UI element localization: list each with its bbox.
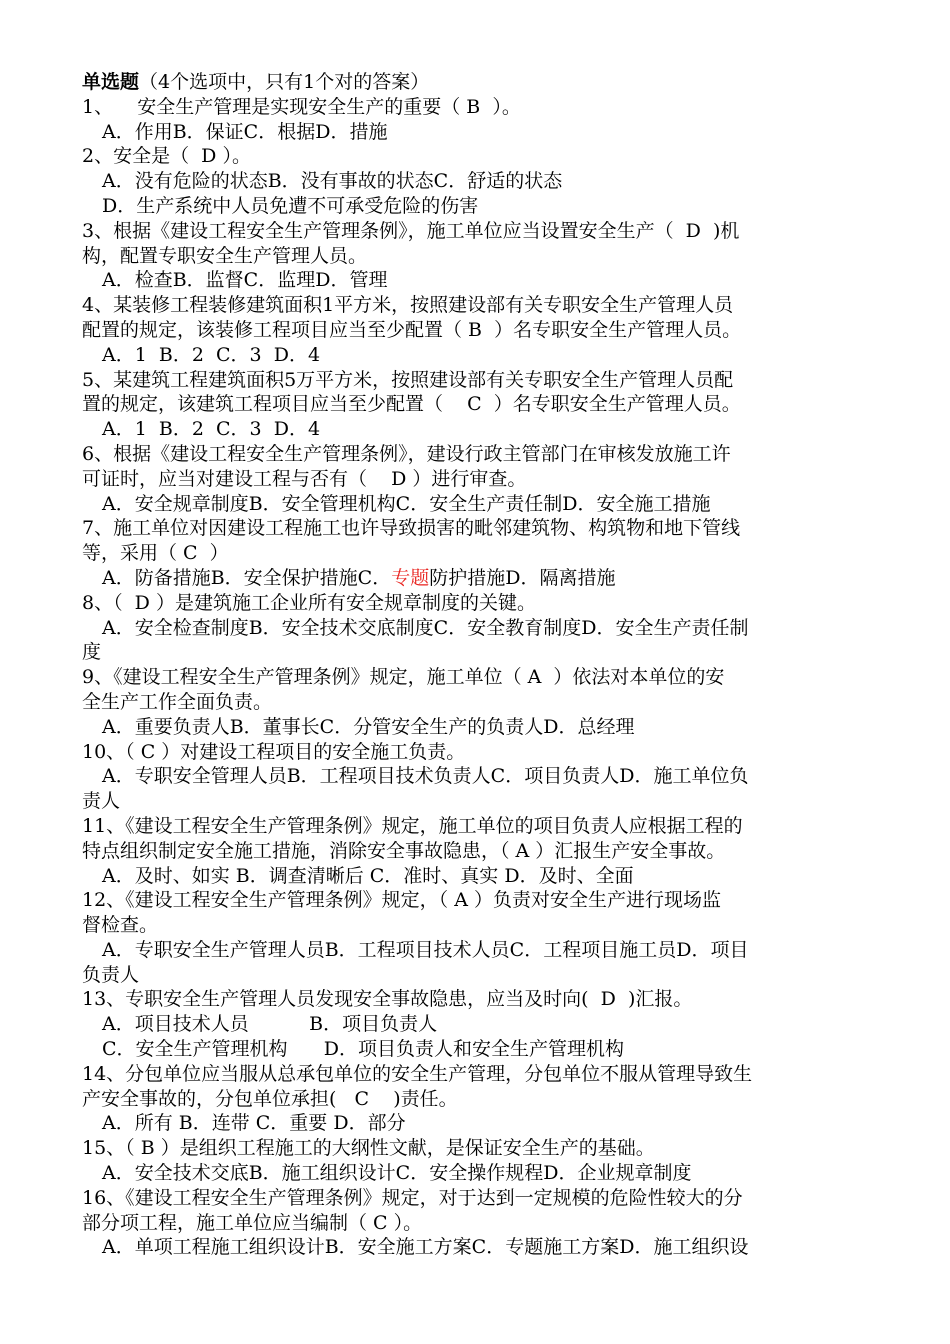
question-line: 3、根据《建设工程安全生产管理条例》，施工单位应当设置安全生产（ D )机: [82, 219, 740, 242]
question-line: 构，配置专职安全生产管理人员。: [82, 244, 368, 267]
question-line: 可证时，应当对建设工程与否有（ D ）进行审查。: [82, 467, 527, 490]
question-line: 4、某装修工程装修建筑面积1平方米，按照建设部有关专职安全生产管理人员: [82, 294, 734, 317]
question-line: 8、（ D ）是建筑施工企业所有安全规章制度的关键。: [82, 591, 536, 614]
option-line: A．检查B．监督C．监理D．管理: [102, 269, 388, 292]
question-line: 度: [82, 641, 102, 664]
option-line: C．安全生产管理机构 D．项目负责人和安全生产管理机构: [102, 1038, 625, 1061]
option-line: A．没有危险的状态B．没有事故的状态C．舒适的状态: [102, 170, 563, 193]
option-line: A．作用B．保证C．根据D．措施: [102, 120, 388, 143]
option-text: A．防备措施B．安全保护措施C．: [102, 566, 392, 589]
document-page: [82, 70, 872, 1260]
question-line: 5、某建筑工程建筑面积5万平方米，按照建设部有关专职安全生产管理人员配: [82, 368, 734, 391]
heading-note: （4个选项中，只有1个对的答案）: [139, 71, 430, 93]
option-line: A．项目技术人员 B．项目负责人: [102, 1013, 438, 1036]
question-line: 11、《建设工程安全生产管理条例》规定，施工单位的项目负责人应根据工程的: [82, 814, 743, 837]
option-line: A．1 B．2 C．3 D．4: [102, 418, 321, 441]
option-line: A．专职安全生产管理人员B．工程项目技术人员C．工程项目施工员D．项目: [102, 938, 749, 961]
question-line: 13、专职安全生产管理人员发现安全事故隐患，应当及时向( D )汇报。: [82, 988, 693, 1011]
question-line: 2、安全是（ D ）。: [82, 145, 251, 168]
question-line: 责人: [82, 790, 121, 813]
option-text: 防护措施D．隔离措施: [429, 566, 616, 589]
highlighted-text: 专题: [391, 566, 430, 589]
question-line: 产安全事故的，分包单位承担( C )责任。: [82, 1087, 458, 1110]
question-line: 全生产工作全面负责。: [82, 690, 273, 713]
question-line: 12、《建设工程安全生产管理条例》规定，（ A ）负责对安全生产进行现场监: [82, 889, 721, 912]
question-line: 特点组织制定安全施工措施，消除安全事故隐患，（ A ）汇报生产安全事故。: [82, 839, 726, 862]
option-line: A．专职安全管理人员B．工程项目技术负责人C．项目负责人D．施工单位负: [102, 765, 749, 788]
question-line: 部分项工程，施工单位应当编制（ C ）。: [82, 1211, 423, 1234]
option-line: A．安全规章制度B．安全管理机构C．安全生产责任制D．安全施工措施: [102, 492, 711, 515]
option-line: A．及时、如实 B．调查清晰后 C．准时、真实 D．及时、全面: [102, 864, 634, 887]
question-line: 6、根据《建设工程安全生产管理条例》，建设行政主管部门在审核发放施工许: [82, 442, 731, 465]
question-line: 10、（ C ）对建设工程项目的安全施工负责。: [82, 740, 466, 763]
question-line: 15、（ B ）是组织工程施工的大纲性文献，是保证安全生产的基础。: [82, 1137, 655, 1160]
option-line: A．安全检查制度B．安全技术交底制度C．安全教育制度D．安全生产责任制: [102, 616, 749, 639]
question-line: 督检查。: [82, 914, 159, 937]
question-line: 负责人: [82, 963, 140, 986]
question-line: 9、《建设工程安全生产管理条例》规定，施工单位（ A ）依法对本单位的安: [82, 666, 725, 689]
question-line: 7、施工单位对因建设工程施工也许导致损害的毗邻建筑物、构筑物和地下管线: [82, 517, 741, 540]
heading-label: 单选题: [82, 71, 140, 93]
question-line: 1、 安全生产管理是实现安全生产的重要（ B ）。: [82, 95, 521, 118]
option-line: [82, 566, 872, 591]
question-line: 配置的规定，该装修工程项目应当至少配置（ B ）名专职安全生产管理人员。: [82, 318, 742, 341]
question-line: 置的规定，该建筑工程项目应当至少配置（ C ）名专职安全生产管理人员。: [82, 393, 741, 416]
section-heading: [82, 70, 872, 95]
question-line: 等，采用（ C ）: [82, 542, 229, 565]
option-line: A．1 B．2 C．3 D．4: [102, 343, 321, 366]
option-line: A．单项工程施工组织设计B．安全施工方案C．专题施工方案D．施工组织设: [102, 1236, 749, 1259]
option-line: A．安全技术交底B．施工组织设计C．安全操作规程D．企业规章制度: [102, 1162, 692, 1185]
question-line: 14、分包单位应当服从总承包单位的安全生产管理，分包单位不服从管理导致生: [82, 1062, 753, 1085]
option-line: A．重要负责人B．董事长C．分管安全生产的负责人D．总经理: [102, 715, 635, 738]
question-line: 16、《建设工程安全生产管理条例》规定，对于达到一定规模的危险性较大的分: [82, 1186, 743, 1209]
option-line: A．所有 B．连带 C．重要 D．部分: [102, 1112, 406, 1135]
option-line: D．生产系统中人员免遭不可承受危险的伤害: [102, 194, 479, 217]
